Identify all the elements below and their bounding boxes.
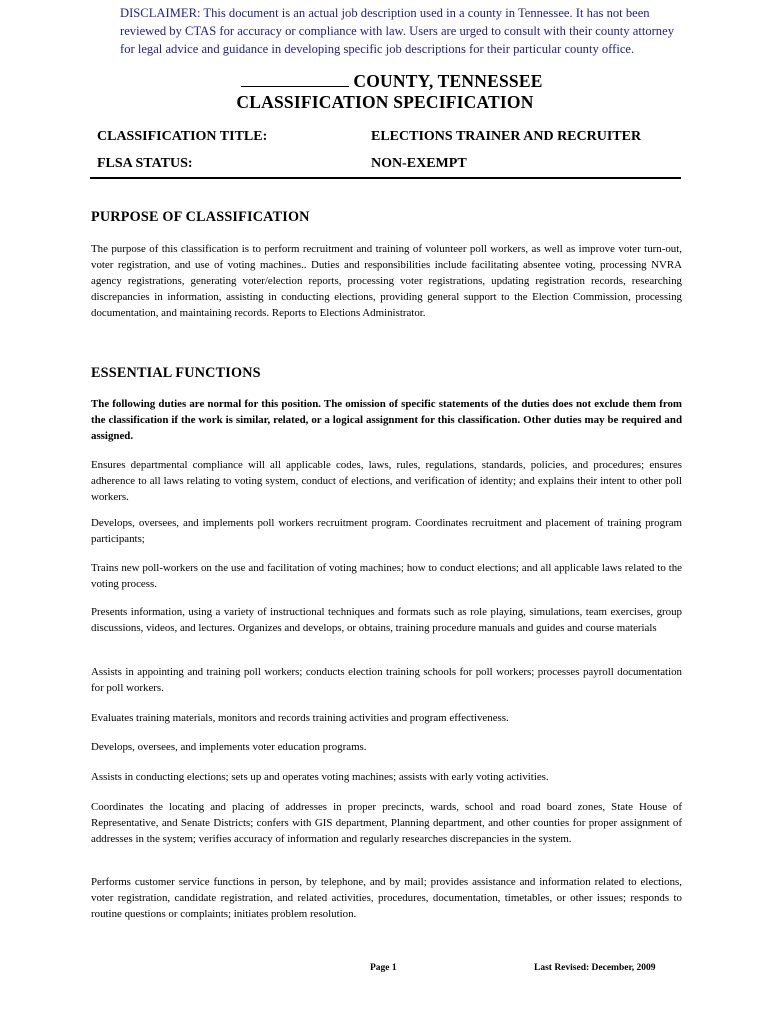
duty-item: Trains new poll-workers on the use and facilitation of voting machines; how to conduct elections; and all applicable laws related to the voting process. <box>91 562 682 590</box>
duty-item: Develops, oversees, and implements voter education programs. <box>91 741 367 753</box>
duty-item: Presents information, using a variety of instructional techniques and formats such as role playing, simulations, team exercises, group discussions, videos, and lectures. Organizes and develops, or obtains, training procedure manuals and guides and course materials <box>91 606 682 634</box>
duty-item: Performs customer service functions in person, by telephone, and by mail; provides assistance and information related to elections, voter registration, candidate registration, and related activities, procedures, documentation, timetables, or other issues; responds to routine questions or complaints; initiates problem resolution. <box>91 876 682 920</box>
county-line: COUNTY, TENNESSEE <box>353 71 543 91</box>
duty-item: Assists in appointing and training poll workers; conducts election training schools for poll workers; processes payroll documentation for poll workers. <box>91 666 682 694</box>
page-number: Page 1 <box>370 963 397 973</box>
flsa-status-label: FLSA STATUS: <box>97 156 193 171</box>
purpose-heading: PURPOSE OF CLASSIFICATION <box>91 209 310 225</box>
duty-item: Coordinates the locating and placing of addresses in proper precincts, wards, school and road board zones, State House of Representative, and Senate Districts; confers with GIS department, Planning department, and other counties for proper assignment of addresses in the system; verifies accuracy of information and regularly researches discrepancies in the system. <box>91 801 682 845</box>
header-divider <box>90 177 681 179</box>
duty-item: Assists in conducting elections; sets up and operates voting machines; assists with early voting activities. <box>91 771 549 783</box>
essential-functions-heading: ESSENTIAL FUNCTIONS <box>91 365 261 381</box>
classification-title-label: CLASSIFICATION TITLE: <box>97 129 268 144</box>
disclaimer-text: This document is an actual job description used in a county in Tennessee. It has not been reviewed by CTAS for accuracy or compliance with law. Users are urged to consult with their county attorney for legal advice and guidance in developing specific job descriptions for their particular county office. <box>120 6 674 56</box>
flsa-status-value: NON-EXEMPT <box>371 156 467 171</box>
classification-title-value: ELECTIONS TRAINER AND RECRUITER <box>371 129 642 144</box>
essential-intro: The following duties are normal for this position. The omission of specific statements of the duties does not exclude them from the classification if the work is similar, related, or a logical assignment for this classification. Other duties may be required and assigned. <box>91 398 682 442</box>
county-header <box>0 71 770 92</box>
disclaimer-label: DISCLAIMER: <box>120 6 201 20</box>
purpose-text: The purpose of this classification is to perform recruitment and training of volunteer poll workers, as well as improve voter turn-out, voter registration, and use of voting machines.. Duties and responsibilities include facilitating absentee voting, processing NVRA agency registrations, generating voter/election reports, processing voter registrations, updating registration records, researching discrepancies in information, assisting in conducting elections, providing general support to the Election Commission, processing documentation, and maintaining records. Reports to Elections Administrator. <box>91 243 682 319</box>
duty-item: Ensures departmental compliance will all applicable codes, laws, rules, regulations, standards, policies, and procedures; ensures adherence to all laws relating to voting system, conduct of elections, and verification of identity; and explains their intent to other poll workers. <box>91 459 682 503</box>
last-revised: Last Revised: December, 2009 <box>534 963 656 973</box>
county-name-blank <box>241 71 349 87</box>
spec-header: CLASSIFICATION SPECIFICATION <box>236 92 534 112</box>
duty-item: Evaluates training materials, monitors and records training activities and program effectiveness. <box>91 712 509 724</box>
duty-item: Develops, oversees, and implements poll workers recruitment program. Coordinates recruitment and placement of training program participants; <box>91 517 682 545</box>
disclaimer <box>120 4 680 58</box>
